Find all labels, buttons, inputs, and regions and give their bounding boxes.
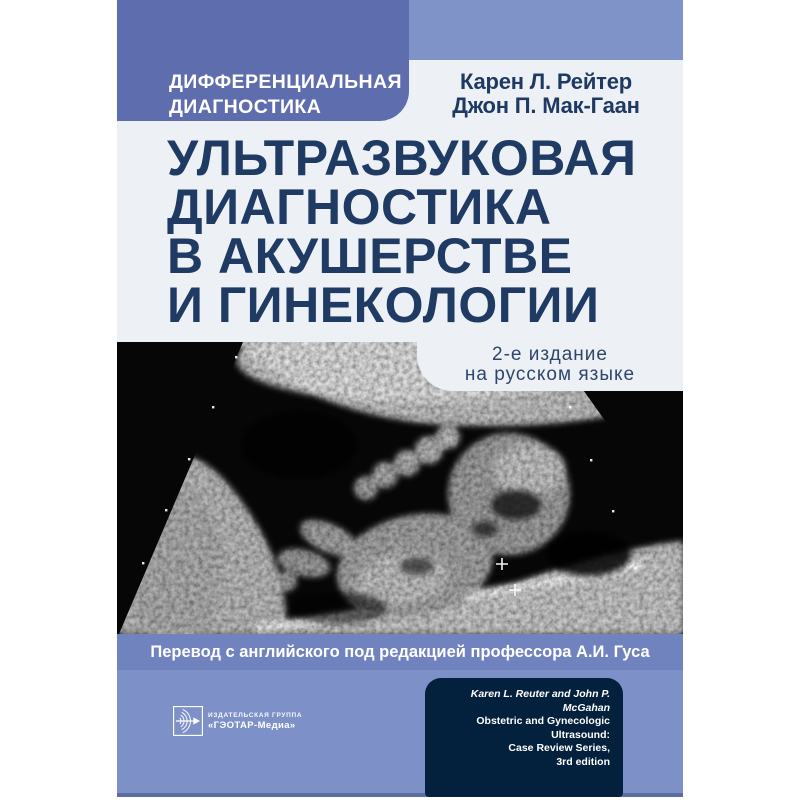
series-title-line2: ДИАГНОСТИКА <box>169 96 322 118</box>
book-title <box>167 130 637 333</box>
title-line-4: И ГИНЕКОЛОГИИ <box>167 277 600 333</box>
series-title-line1: ДИФФЕРЕНЦИАЛЬНАЯ <box>169 71 402 93</box>
edition-line2: на русском языке <box>464 363 636 385</box>
edition-line1: 2-е издание <box>492 344 608 365</box>
authors <box>409 70 683 118</box>
original-title: Obstetric and Gynecologic Ultrasound: <box>476 715 610 741</box>
publisher-text <box>208 712 302 731</box>
publisher-block <box>173 706 302 736</box>
original-edition-number: 3rd edition <box>556 755 610 768</box>
original-authors: Karen L. Reuter and John P. McGahan <box>470 688 610 714</box>
original-edition-box <box>425 678 623 797</box>
author-2: Джон П. Мак-Гаан <box>452 93 640 118</box>
series-tab <box>117 0 409 121</box>
publisher-group-label: ИЗДАТЕЛЬСКАЯ ГРУППА <box>208 711 303 719</box>
title-line-1: УЛЬТРАЗВУКОВАЯ <box>167 130 637 186</box>
book-bottom-edge <box>117 793 683 797</box>
publisher-name: «ГЭОТАР-Медиа» <box>208 719 296 731</box>
author-1: Карен Л. Рейтер <box>459 69 632 94</box>
title-line-2: ДИАГНОСТИКА <box>167 179 552 235</box>
publisher-logo-icon <box>173 706 203 736</box>
edition-tab <box>417 342 683 391</box>
title-line-3: В АКУШЕРСТВЕ <box>167 228 573 284</box>
bottom-band <box>117 670 683 797</box>
series-title <box>169 70 402 120</box>
translation-note: Перевод с английского под редакцией профессора А.И. Гуса <box>117 634 683 670</box>
book-cover <box>117 0 683 797</box>
original-series: Case Review Series, <box>508 742 610 754</box>
